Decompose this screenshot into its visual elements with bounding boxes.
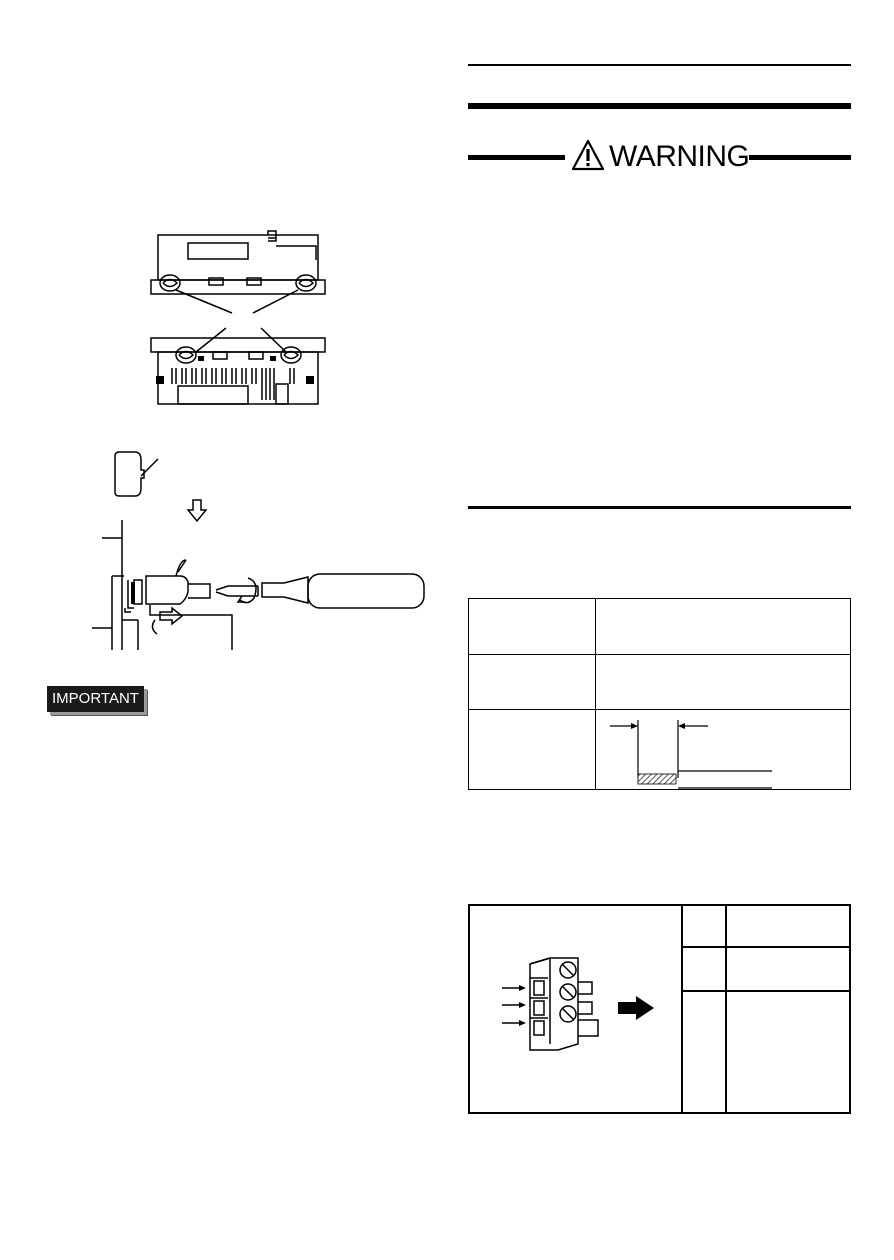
connector-illustration	[470, 906, 680, 1112]
spec-value-cell	[596, 655, 851, 710]
warning-right-line	[749, 155, 851, 160]
wiring-description-cell	[727, 948, 851, 990]
warning-triangle-icon	[571, 139, 605, 171]
wiring-description-cell	[727, 906, 851, 946]
warning-label: WARNING	[609, 140, 750, 173]
section-divider-rule	[468, 506, 851, 509]
wiring-description-cell	[727, 992, 851, 1110]
spec-label-cell	[469, 599, 596, 655]
table-row	[469, 710, 851, 790]
section-top-rule	[468, 64, 851, 66]
spec-table	[468, 598, 851, 790]
section-heading-rule	[468, 103, 851, 109]
warning-left-line	[468, 155, 565, 160]
wiring-symbol-cell	[683, 948, 725, 990]
wiring-symbol-cell	[683, 906, 725, 946]
table-row	[469, 655, 851, 710]
spec-label-cell	[469, 655, 596, 710]
wiring-symbol-cell	[683, 992, 725, 1110]
spec-label-cell	[469, 710, 596, 790]
spec-value-cell	[596, 599, 851, 655]
strip-length-diagram-cell	[596, 710, 851, 790]
wire-strip-diagram	[596, 710, 853, 790]
important-badge: IMPORTANT	[47, 686, 144, 712]
table-row	[469, 599, 851, 655]
connector-wiring-table	[468, 904, 851, 1114]
